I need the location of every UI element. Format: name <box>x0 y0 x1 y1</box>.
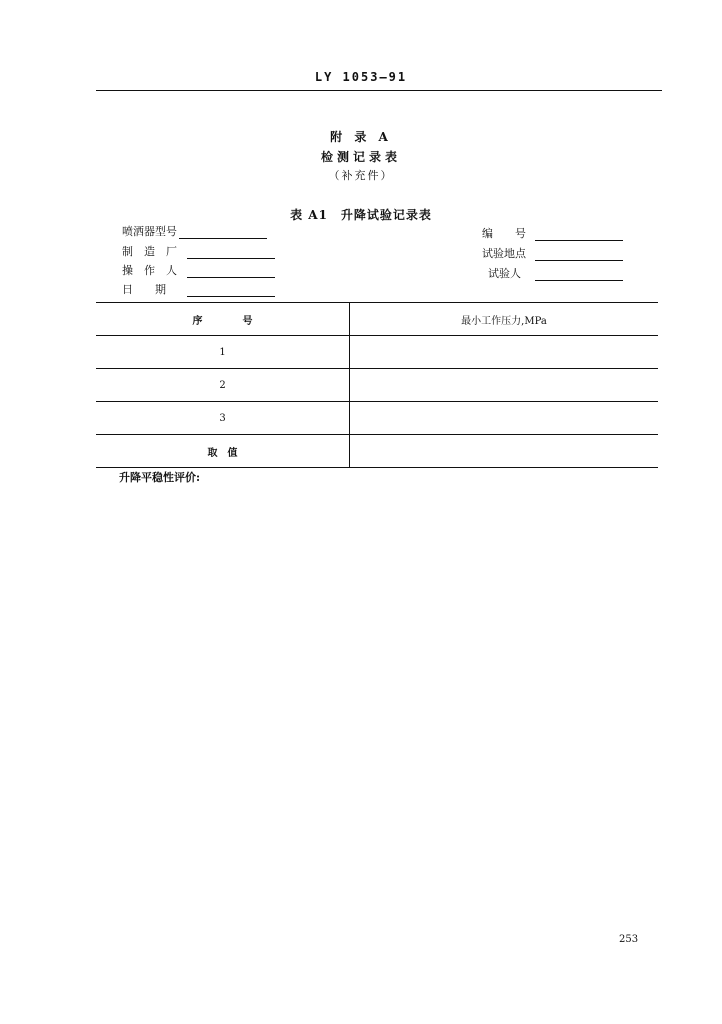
appendix-note: （补充件） <box>328 169 394 182</box>
row-seq-cell: 2 <box>96 369 350 402</box>
row-value-cell <box>350 369 659 402</box>
table-row <box>96 402 658 435</box>
row-value-cell <box>350 336 659 369</box>
page-number: 253 <box>619 934 639 945</box>
field-label: 编 号 <box>482 227 526 240</box>
field-label: 试验人 <box>488 267 521 280</box>
field-blank <box>535 268 623 281</box>
field-label: 喷洒器型号 <box>122 225 177 238</box>
field-blank <box>187 265 275 278</box>
record-table <box>96 302 658 468</box>
standard-code: LY 1053—91 <box>314 70 408 84</box>
field-test-site <box>482 245 623 261</box>
field-blank <box>187 284 275 297</box>
field-label: 制 造 厂 <box>122 245 177 258</box>
evaluation-label: 升降平稳性评价: <box>119 471 201 484</box>
table-header-row <box>96 303 658 336</box>
header-cell-pressure: 最小工作压力,MPa <box>350 303 659 336</box>
table-row <box>96 336 658 369</box>
field-blank <box>187 246 275 259</box>
field-sprayer-model <box>122 223 267 239</box>
row-seq-cell: 3 <box>96 402 350 435</box>
field-operator <box>122 262 275 278</box>
field-blank <box>179 226 267 239</box>
field-label: 操 作 人 <box>122 264 177 277</box>
field-blank <box>535 248 623 261</box>
field-label: 试验地点 <box>482 247 526 260</box>
header-rule <box>96 90 662 91</box>
field-date <box>122 281 275 297</box>
field-blank <box>535 228 623 241</box>
table-row <box>96 435 658 468</box>
header-cell-seq: 序 号 <box>96 303 350 336</box>
appendix-subtitle: 检测记录表 <box>320 150 401 164</box>
table-row <box>96 369 658 402</box>
row-value-cell <box>350 402 659 435</box>
row-value-cell <box>350 435 659 468</box>
row-seq-cell: 取 值 <box>96 435 350 468</box>
field-label: 日 期 <box>122 283 166 296</box>
table-caption: 表 A1 升降试验记录表 <box>290 208 432 222</box>
field-manufacturer <box>122 243 275 259</box>
row-seq-cell: 1 <box>96 336 350 369</box>
field-tester <box>488 265 623 281</box>
appendix-title: 附 录 A <box>330 130 392 144</box>
field-serial-no <box>482 225 623 241</box>
